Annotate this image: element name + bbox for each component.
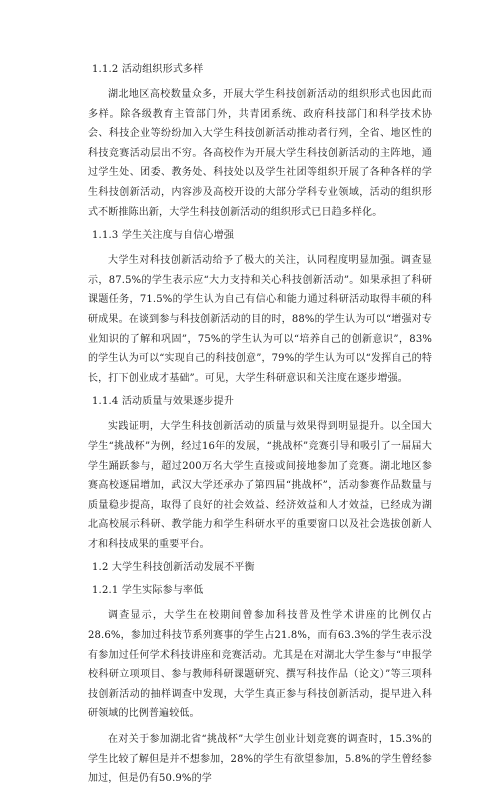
section-heading-1-2: 1.2 大学生科技创新活动发展不平衡 [92, 562, 255, 574]
section-heading-1-2-1: 1.2.1 学生实际参与率低 [92, 585, 204, 597]
section-heading-1-1-4: 1.1.4 活动质量与效果逐步提升 [92, 396, 235, 408]
paragraph-quality-effect: 实践证明，大学生科技创新活动的质量与效果得到明显提升。以全国大学生“挑战杯”为例，经过16年的发展，“挑战杯”竞赛引导和吸引了一届届大学生踊跃参与，超过200万名大学生直接或间接地参加了竞赛。湖北地区参赛高校逐届增加，武汉大学还承办了第四届“挑战杯”，活动参赛作品数量与质量稳步提高，取得了良好的社会效益、经济效益和人才效益，已经成为湖北高校展示科研、教学能力和学生科研水平的重要窗口以及社会选拔创新人才和科技成果的重要平台。 [88, 421, 432, 550]
paragraph-challenge-cup-survey: 在对关于参加湖北省“挑战杯”大学生创业计划竞赛的调查时，15.3%的学生比较了解但是并不想参加，28%的学生有欲望参加，5.8%的学生曾经参加过，但是仍有50.9%的学 [88, 734, 432, 785]
section-heading-1-1-2: 1.1.2 活动组织形式多样 [92, 64, 204, 75]
section-heading-1-1-3: 1.1.3 学生关注度与自信心增强 [92, 230, 235, 242]
paragraph-participation-rate: 调查显示，大学生在校期间曾参加科技普及性学术讲座的比例仅占28.6%，参加过科技节系列赛事的学生占21.8%，而有63.3%的学生表示没有参加过任何学术科技讲座和竞赛活动。尤其是在对湖北大学生参与“申报学校科研立项项目、参与教师科研课题研究、撰写科技作品（论文）”等三项科技创新活动的抽样调查中发现，大学生真正参与科技创新活动，提早进入科研领域的比例普遍较低。 [88, 610, 432, 720]
paragraph-student-attention: 大学生对科技创新活动给予了极大的关注，认同程度明显加强。调查显示，87.5%的学生表示应“大力支持和关心科技创新活动”。如果承担了科研课题任务，71.5%的学生认为自己有信心和能力通过科研活动取得丰硕的科研成果。在谈到参与科技创新活动的目的时，88%的学生认为可以“增强对专业知识的了解和巩固”，75%的学生认为可以“培养自己的创新意识”，83%的学生认为可以“实现自己的科技创意”，79%的学生认为可以“发挥自己的特长，打下创业成才基础”。可见，大学生科研意识和关注度在逐步增强。 [88, 255, 432, 384]
paragraph-organization-forms: 湖北地区高校数量众多，开展大学生科技创新活动的组织形式也因此而多样。除各级教育主管部门外，共青团系统、政府科技部门和科学技术协会、科技企业等纷纷加入大学生科技创新活动推动者行列，全省、地区性的科技竞赛活动层出不穷。各高校作为开展大学生科技创新活动的主阵地，通过学生处、团委、教务处、科技处以及学生社团等组织开展了各种各样的学生科技创新活动，内容涉及高校开设的大部分学科专业领域，活动的组织形式不断推陈出新，大学生科技创新活动的组织形式已日趋多样化。 [88, 89, 432, 218]
